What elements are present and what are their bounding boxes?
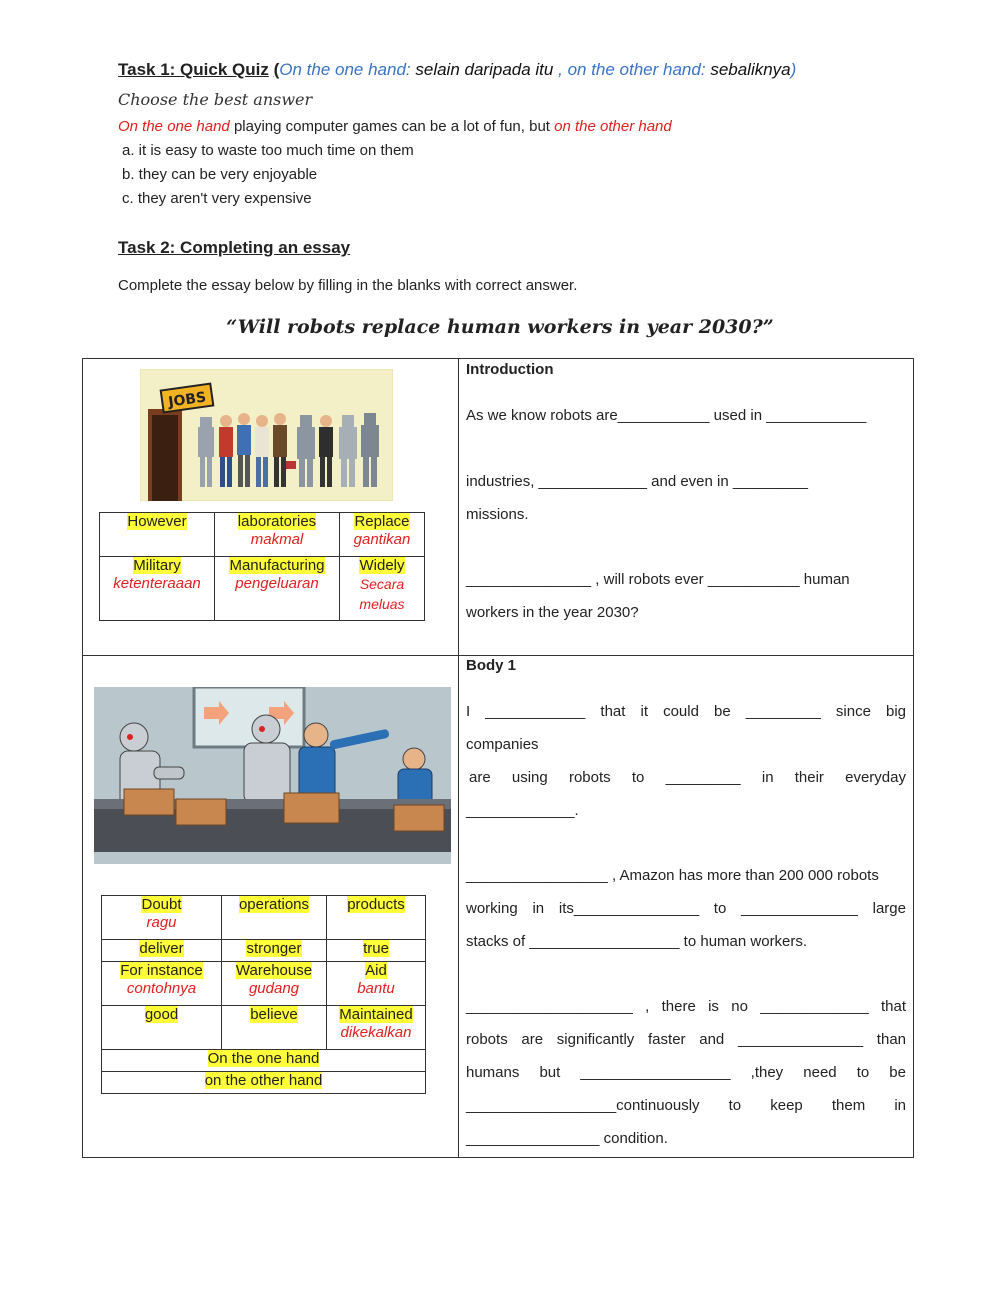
word-for-instance: For instance [120,962,203,979]
task1-title: Task 1: Quick Quiz [118,60,269,79]
trans-secara-meluas: Secara meluas [359,576,405,612]
trans-gudang: gudang [248,980,300,997]
word-warehouse: Warehouse [235,962,313,979]
phrase-on-the-other-hand: on the other hand [204,1072,323,1089]
hint-sep: , [558,60,563,79]
trans-ragu: ragu [146,914,177,931]
word-however: However [127,513,187,530]
word-products: products [347,896,405,913]
word-good: good [144,1006,179,1023]
trans-bantu: bantu [357,980,395,997]
robots-factory-illustration [94,687,451,864]
intro-line2[interactable]: industries, _____________ and even in _________ [466,473,808,490]
trans-ketenteraaan: ketenteraaan [113,575,201,592]
trans-makmal: makmal [250,531,304,548]
body1-p3-line5[interactable]: ________________ condition. [466,1130,668,1147]
hint2-label: on the other hand: [567,60,706,79]
body1-p3-line3[interactable]: humans but __________________ ,they need to be [466,1064,906,1081]
word-doubt: Doubt [141,896,182,913]
svg-text:JOBS: JOBS [167,389,208,411]
word-stronger: stronger [246,940,302,957]
body1-heading: Body 1 [466,657,517,674]
word-replace: Replace [354,513,410,530]
word-believe: believe [250,1006,298,1023]
word-military: Military [133,557,181,574]
column-divider [458,359,459,1157]
task1-title-line [118,60,796,80]
question-part1: On the one hand [118,118,230,135]
essay-table [82,358,914,1158]
intro-line3: missions. [466,506,529,523]
quiz-option-b[interactable]: b. they can be very enjoyable [122,166,318,183]
intro-word-table [99,512,425,621]
quiz-option-c[interactable]: c. they aren't very expensive [122,190,312,207]
word-true: true [363,940,389,957]
body1-p1-line2: companies [466,736,539,753]
phrase-on-the-one-hand: On the one hand [207,1050,320,1067]
hint1-label: On the one hand: [279,60,411,79]
word-laboratories: laboratories [237,513,317,530]
body1-word-table [101,895,426,1094]
body1-p3-line1[interactable]: ____________________ , there is no _____________ that [466,998,906,1015]
question-part2: playing computer games can be a lot of fun, but [233,118,550,135]
word-operations: operations [238,896,310,913]
body1-p1-line1[interactable]: I ____________ that it could be _________ since big [466,703,906,720]
body1-p1-line4[interactable]: _____________. [466,802,579,819]
word-deliver: deliver [139,940,184,957]
close-paren: ) [790,60,797,79]
word-manufacturing: Manufacturing [229,557,325,574]
essay-title: “Will robots replace human workers in year 2030?” [226,316,774,338]
body1-p2-line1[interactable]: _________________ , Amazon has more than 200 000 robots [466,867,879,884]
word-widely: Widely [359,557,405,574]
hint1-value: selain daripada itu [415,60,554,79]
quiz-question [118,118,672,135]
word-aid: Aid [365,962,387,979]
task2-instruction: Complete the essay below by filling in the blanks with correct answer. [118,277,578,294]
intro-line1[interactable]: As we know robots are___________ used in ____________ [466,407,867,424]
hint2-value: sebaliknya [710,60,791,79]
word-maintained: Maintained [339,1006,413,1023]
row-divider [83,655,913,656]
jobs-queue-illustration [140,369,393,501]
trans-gantikan: gantikan [353,531,411,548]
trans-contohnya: contohnya [126,980,197,997]
trans-pengeluaran: pengeluaran [235,575,319,592]
quiz-option-a[interactable]: a. it is easy to waste too much time on them [122,142,414,159]
open-paren: ( [273,60,280,79]
intro-line4[interactable]: _______________ , will robots ever ___________ human [466,571,850,588]
intro-heading: Introduction [466,361,554,378]
trans-dikekalkan: dikekalkan [340,1024,412,1041]
body1-p2-line2[interactable]: working in its_______________ to ______________ large [466,900,906,917]
question-part3: on the other hand [554,118,672,135]
body1-p3-line2[interactable]: robots are significantly faster and _______________ than [466,1031,906,1048]
body1-p1-line3[interactable]: are using robots to _________ in their everyday [469,769,906,786]
body1-p3-line4[interactable]: __________________continuously to keep them in [466,1097,906,1114]
task1-instruction: Choose the best answer [118,90,313,109]
intro-line5: workers in the year 2030? [466,604,639,621]
task2-title: Task 2: Completing an essay [118,238,351,257]
body1-p2-line3[interactable]: stacks of __________________ to human workers. [466,933,808,950]
